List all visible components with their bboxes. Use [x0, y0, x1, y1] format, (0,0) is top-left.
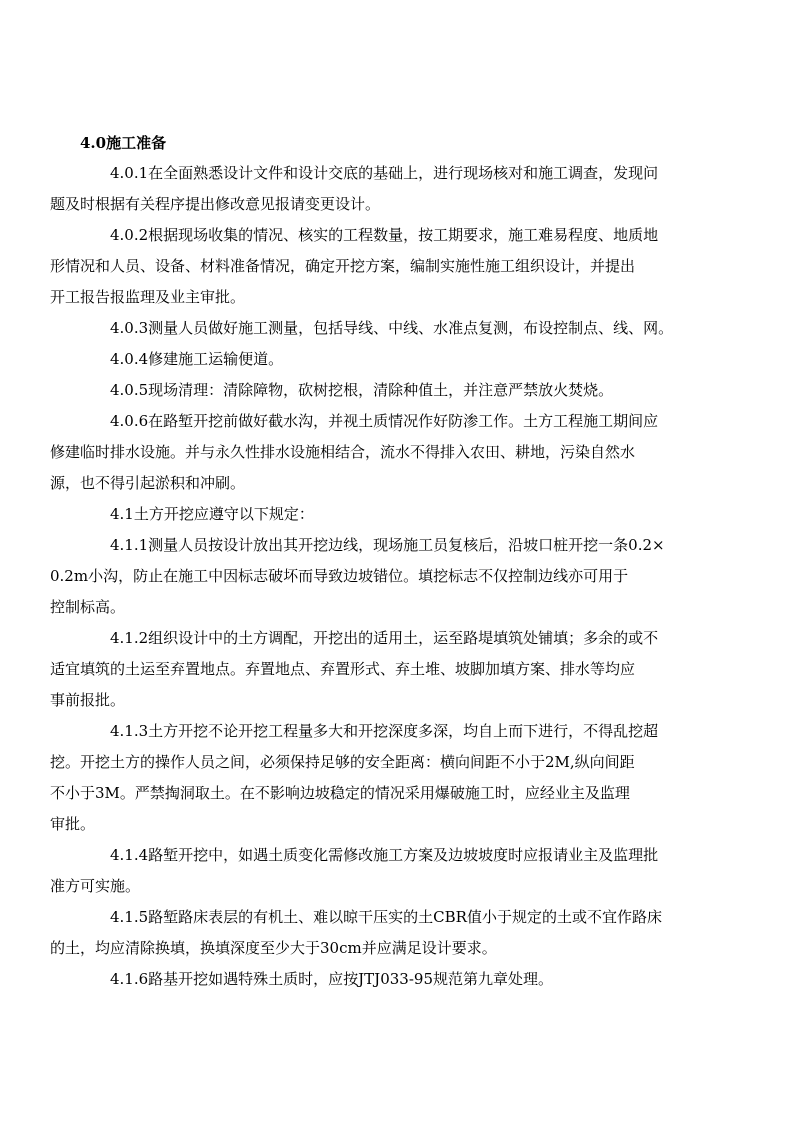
- paragraph-4-0-6: [50, 406, 716, 499]
- paragraph-4-1-4: [50, 840, 716, 902]
- paragraph-4-1-3: [50, 716, 716, 840]
- paragraph-line: 控制标高。: [50, 598, 126, 616]
- paragraph-line: 4.0.3测量人员做好施工测量，包括导线、中线、水准点复测，布设控制点、线、网。: [110, 319, 674, 337]
- paragraph-line: 4.0.4修建施工运输便道。: [110, 350, 284, 368]
- paragraph-line: 4.0.5现场清理：清除障物，砍树挖根，清除种值土，并注意严禁放火焚烧。: [110, 381, 614, 399]
- paragraph-line: 题及时根据有关程序提出修改意见报请变更设计。: [50, 195, 381, 213]
- paragraph-line: 准方可实施。: [50, 877, 141, 895]
- paragraph-4-1: [80, 499, 716, 530]
- paragraph-line: 4.0.1在全面熟悉设计文件和设计交底的基础上，进行现场核对和施工调查，发现问: [110, 164, 659, 182]
- paragraph-line: 不小于3M。严禁掏洞取土。在不影响边坡稳定的情况采用爆破施工时，应经业主及监理: [50, 784, 630, 802]
- paragraph-line: 4.1.4路堑开挖中，如遇土质变化需修改施工方案及边坡坡度时应报请业主及监理批: [110, 846, 659, 864]
- section-heading: 4.0施工准备: [80, 134, 167, 152]
- document-body: [50, 128, 716, 995]
- paragraph-line: 4.0.2根据现场收集的情况、核实的工程数量，按工期要求，施工难易程度、地质地: [110, 226, 659, 244]
- paragraph-line: 事前报批。: [50, 691, 126, 709]
- paragraph-4-0-5: [80, 375, 716, 406]
- paragraph-4-1-2: [50, 623, 716, 716]
- paragraph-line: 4.1.3土方开挖不论开挖工程量多大和开挖深度多深，均自上而下进行，不得乱挖超: [110, 722, 659, 740]
- paragraph-line: 修建临时排水设施。并与永久性排水设施相结合，流水不得排入农田、耕地，污染自然水: [50, 443, 636, 461]
- paragraph-line: 0.2m小沟，防止在施工中因标志破坏而导致边坡错位。填挖标志不仅控制边线亦可用于: [50, 567, 629, 585]
- paragraph-line: 开工报告报监理及业主审批。: [50, 288, 246, 306]
- paragraph-line: 审批。: [50, 815, 96, 833]
- paragraph-line: 4.1土方开挖应遵守以下规定：: [110, 505, 314, 523]
- paragraph-line: 适宜填筑的土运至弃置地点。弃置地点、弃置形式、弃土堆、坡脚加填方案、排水等均应: [50, 660, 636, 678]
- paragraph-4-0-2: [50, 220, 716, 313]
- paragraph-line: 源，也不得引起淤积和冲刷。: [50, 474, 246, 492]
- paragraph-line: 的土，均应清除换填，换填深度至少大于30cm并应满足设计要求。: [50, 939, 497, 957]
- paragraph-line: 4.0.6在路堑开挖前做好截水沟，并视土质情况作好防渗工作。土方工程施工期间应: [110, 412, 659, 430]
- paragraph-4-1-6: [80, 964, 716, 995]
- paragraph-4-0-4: [80, 344, 716, 375]
- paragraph-line: 形情况和人员、设备、材料准备情况，确定开挖方案，编制实施性施工组织设计，并提出: [50, 257, 636, 275]
- paragraph-line: 挖。开挖土方的操作人员之间，必须保持足够的安全距离：横向间距不小于2M,纵向间距: [50, 753, 635, 771]
- paragraph-line: 4.1.1测量人员按设计放出其开挖边线，现场施工员复核后，沿坡口桩开挖一条0.2×: [110, 536, 665, 554]
- paragraph-4-1-1: [50, 530, 716, 623]
- paragraph-4-1-5: [50, 902, 716, 964]
- paragraph-line: 4.1.6路基开挖如遇特殊土质时，应按JTJ033-95规范第九章处理。: [110, 970, 553, 988]
- paragraph-line: 4.1.5路堑路床表层的有机土、难以晾干压实的土CBR值小于规定的土或不宜作路床: [110, 908, 662, 926]
- paragraph-line: 4.1.2组织设计中的土方调配，开挖出的适用土，运至路堤填筑处铺填；多余的或不: [110, 629, 659, 647]
- paragraph-4-0-1: [50, 158, 716, 220]
- paragraph-4-0-3: [80, 313, 716, 344]
